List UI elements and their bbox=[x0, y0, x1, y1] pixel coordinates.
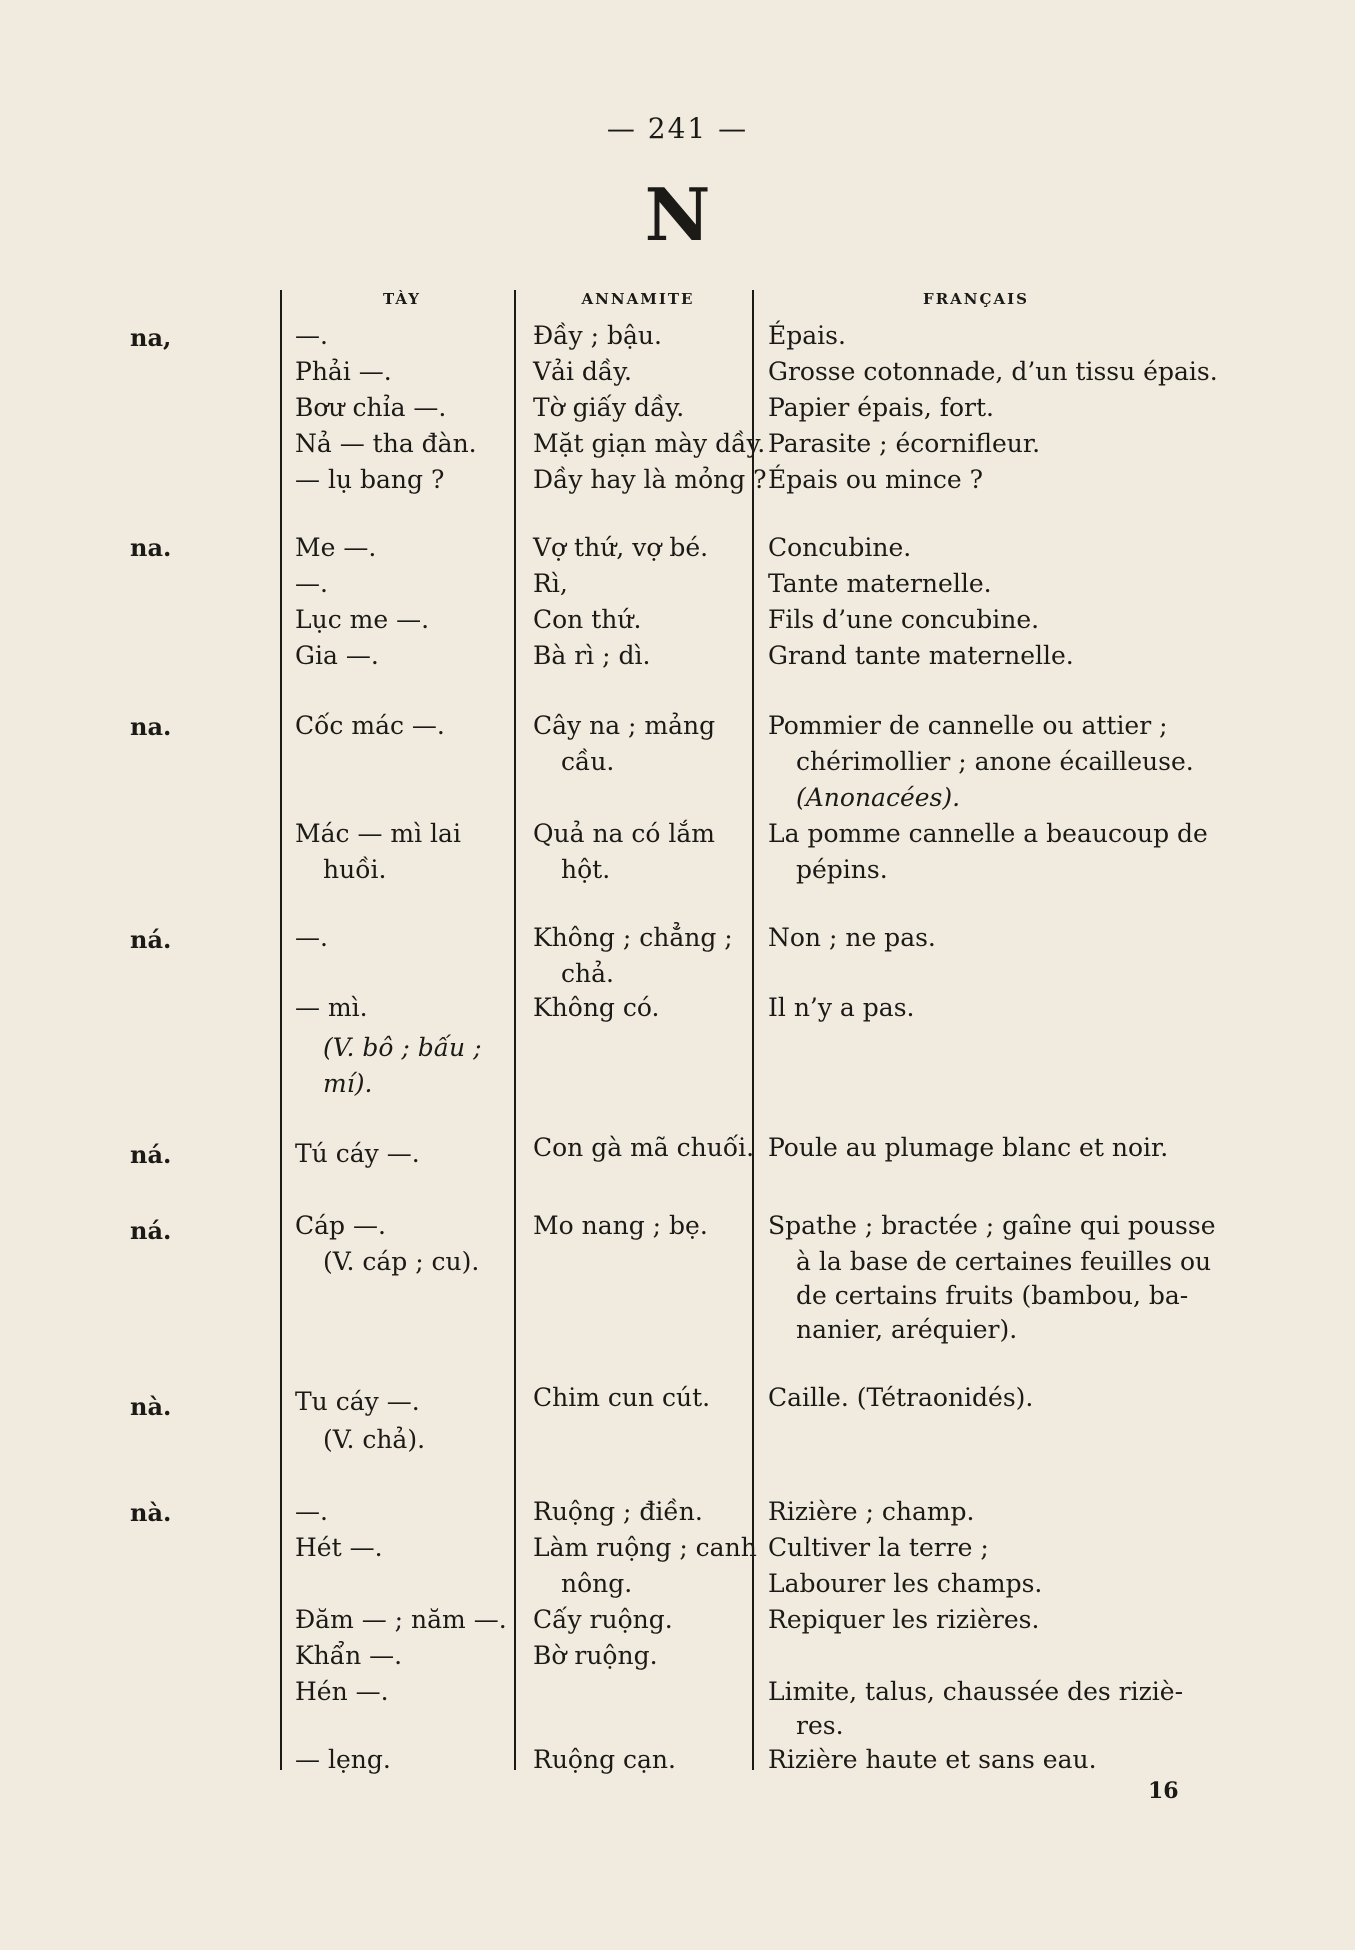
annamite-text: Không có. bbox=[533, 993, 660, 1022]
francais-text: Caille. (Tétraonidés). bbox=[768, 1383, 1034, 1412]
tay-text: Tú cáy —. bbox=[295, 1139, 420, 1168]
francais-text: Non ; ne pas. bbox=[768, 923, 936, 952]
annamite-text: chả. bbox=[561, 959, 614, 988]
annamite-text: Con gà mã chuối. bbox=[533, 1133, 755, 1162]
francais-text: Rizière haute et sans eau. bbox=[768, 1745, 1097, 1774]
column-divider-2 bbox=[514, 290, 516, 1770]
francais-text: Épais. bbox=[768, 321, 846, 350]
francais-text: Labourer les champs. bbox=[768, 1569, 1043, 1598]
francais-text: Parasite ; écornifleur. bbox=[768, 429, 1041, 458]
entry-headword: na. bbox=[130, 712, 172, 741]
annamite-text: Làm ruộng ; canh bbox=[533, 1533, 757, 1562]
francais-text: pépins. bbox=[796, 855, 888, 884]
francais-text: La pomme cannelle a beaucoup de bbox=[768, 819, 1208, 848]
tay-text: Tu cáy —. bbox=[295, 1387, 420, 1416]
tay-text: Bơư chỉa —. bbox=[295, 393, 447, 422]
tay-text: (V. cáp ; cu). bbox=[323, 1247, 480, 1276]
francais-text: Spathe ; bractée ; gaîne qui pousse bbox=[768, 1211, 1216, 1240]
tay-text: —. bbox=[295, 569, 328, 598]
tay-text: Phải —. bbox=[295, 357, 392, 386]
column-divider-1 bbox=[280, 290, 282, 1770]
tay-text: Cáp —. bbox=[295, 1211, 386, 1240]
annamite-text: nông. bbox=[561, 1569, 633, 1598]
column-header-francais: FRANÇAIS bbox=[923, 290, 1029, 308]
tay-text: — lẹng. bbox=[295, 1745, 391, 1774]
annamite-text: Con thứ. bbox=[533, 605, 642, 634]
annamite-text: Tờ giấy dầy. bbox=[533, 393, 685, 422]
francais-text: (Anonacées). bbox=[796, 783, 961, 812]
tay-text: Hén —. bbox=[295, 1677, 389, 1706]
francais-text: res. bbox=[796, 1711, 844, 1740]
annamite-text: Cây na ; mảng bbox=[533, 711, 716, 740]
folio-number: 16 bbox=[1148, 1778, 1179, 1804]
annamite-text: Không ; chẳng ; bbox=[533, 923, 733, 952]
tay-text: (V. chả). bbox=[323, 1425, 426, 1454]
francais-text: Grosse cotonnade, d’un tissu épais. bbox=[768, 357, 1218, 386]
tay-text: Gia —. bbox=[295, 641, 379, 670]
tay-text: —. bbox=[295, 923, 328, 952]
francais-text: Concubine. bbox=[768, 533, 912, 562]
tay-text: (V. bô ; bấu ; bbox=[323, 1033, 482, 1062]
entry-headword: nà. bbox=[130, 1392, 172, 1421]
tay-text: Lục me —. bbox=[295, 605, 430, 634]
entry-headword: ná. bbox=[130, 1140, 172, 1169]
annamite-text: hột. bbox=[561, 855, 611, 884]
tay-text: mí). bbox=[323, 1069, 373, 1098]
francais-text: Repiquer les rizières. bbox=[768, 1605, 1040, 1634]
francais-text: Il n’y a pas. bbox=[768, 993, 915, 1022]
annamite-text: Vợ thứ, vợ bé. bbox=[533, 533, 709, 562]
tay-text: Mác — mì lai bbox=[295, 819, 461, 848]
annamite-text: Mo nang ; bẹ. bbox=[533, 1211, 708, 1240]
entry-headword: nà. bbox=[130, 1498, 172, 1527]
entry-headword: ná. bbox=[130, 925, 172, 954]
francais-text: à la base de certaines feuilles ou bbox=[796, 1247, 1212, 1276]
annamite-text: Bờ ruộng. bbox=[533, 1641, 658, 1670]
annamite-text: Rì, bbox=[533, 569, 568, 598]
entry-headword: na. bbox=[130, 533, 172, 562]
francais-text: Épais ou mince ? bbox=[768, 465, 983, 494]
tay-text: — lụ bang ? bbox=[295, 465, 445, 494]
francais-text: Poule au plumage blanc et noir. bbox=[768, 1133, 1169, 1162]
tay-text: — mì. bbox=[295, 993, 368, 1022]
annamite-text: Cấy ruộng. bbox=[533, 1605, 673, 1634]
tay-text: Hét —. bbox=[295, 1533, 383, 1562]
francais-text: Grand tante maternelle. bbox=[768, 641, 1074, 670]
francais-text: Fils d’une concubine. bbox=[768, 605, 1040, 634]
column-header-tay: TÀY bbox=[383, 290, 421, 308]
francais-text: Rizière ; champ. bbox=[768, 1497, 975, 1526]
tay-text: —. bbox=[295, 321, 328, 350]
francais-text: Limite, talus, chaussée des riziè- bbox=[768, 1677, 1184, 1706]
annamite-text: Quả na có lắm bbox=[533, 819, 716, 848]
francais-text: nanier, aréquier). bbox=[796, 1315, 1018, 1344]
annamite-text: Mặt giạn mày dầy. bbox=[533, 429, 766, 458]
tay-text: Nả — tha đàn. bbox=[295, 429, 477, 458]
annamite-text: Ruộng ; điền. bbox=[533, 1497, 703, 1526]
francais-text: Papier épais, fort. bbox=[768, 393, 994, 422]
annamite-text: Đầy ; bậu. bbox=[533, 321, 662, 350]
francais-text: Tante maternelle. bbox=[768, 569, 992, 598]
annamite-text: Chim cun cút. bbox=[533, 1383, 711, 1412]
tay-text: Đăm — ; năm —. bbox=[295, 1605, 507, 1634]
francais-text: de certains fruits (bambou, ba- bbox=[796, 1281, 1189, 1310]
annamite-text: Dầy hay là mỏng ? bbox=[533, 465, 767, 494]
tay-text: Me —. bbox=[295, 533, 377, 562]
column-header-annamite: ANNAMITE bbox=[581, 290, 695, 308]
entry-headword: ná. bbox=[130, 1216, 172, 1245]
tay-text: Khẩn —. bbox=[295, 1641, 403, 1670]
page-number: — 241 — bbox=[606, 112, 749, 145]
section-letter: N bbox=[644, 172, 711, 257]
annamite-text: Vải dầy. bbox=[533, 357, 632, 386]
tay-text: huồi. bbox=[323, 855, 387, 884]
entry-headword: na, bbox=[130, 323, 172, 352]
tay-text: —. bbox=[295, 1497, 328, 1526]
annamite-text: Bà rì ; dì. bbox=[533, 641, 651, 670]
francais-text: Cultiver la terre ; bbox=[768, 1533, 989, 1562]
tay-text: Cốc mác —. bbox=[295, 711, 445, 740]
annamite-text: cầu. bbox=[561, 747, 615, 776]
francais-text: Pommier de cannelle ou attier ; bbox=[768, 711, 1168, 740]
annamite-text: Ruộng cạn. bbox=[533, 1745, 676, 1774]
francais-text: chérimollier ; anone écailleuse. bbox=[796, 747, 1194, 776]
